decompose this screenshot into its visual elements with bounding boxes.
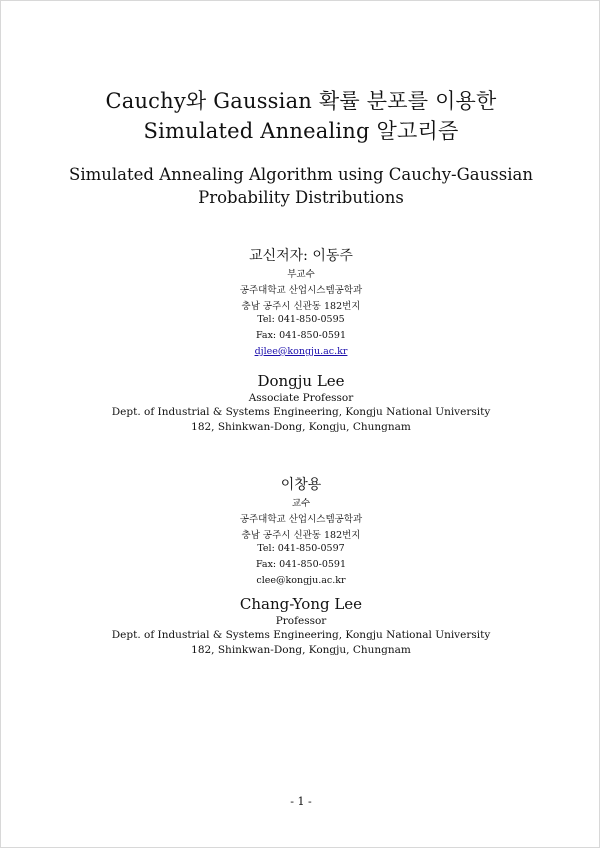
author1-korean-address: 충남 공주시 신관동 182번지 [241,301,361,312]
author1-fax: Fax: 041-850-0591 [255,330,347,341]
author1-email [1,346,600,357]
author2-email: clee@kongju.ac.kr [256,575,346,586]
title-english-line1: Simulated Annealing Algorithm using Cauchy-Gaussian [69,165,533,184]
author1-korean-dept: 공주대학교 산업시스템공학과 [239,285,363,296]
author1-english-address: 182, Shinkwan-Dong, Kongju, Chungnam [191,421,411,433]
author1-korean-name: 교신저자: 이동주 [249,248,353,264]
author2-english-name: Chang-Yong Lee [239,595,363,613]
author2-english-dept: Dept. of Industrial & Systems Engineering, Kongju National University [111,629,491,641]
author2-fax: Fax: 041-850-0591 [255,559,347,570]
author2-korean-dept: 공주대학교 산업시스템공학과 [239,514,363,525]
page-number: - 1 - [290,795,312,808]
author2-tel: Tel: 041-850-0597 [257,543,345,554]
author1-email-link[interactable]: djlee@kongju.ac.kr [254,346,348,357]
title-korean-line2: Simulated Annealing 알고리즘 [143,119,459,143]
author2-korean-position: 교수 [291,498,311,509]
title-english-line2: Probability Distributions [198,188,404,207]
author2-english-address: 182, Shinkwan-Dong, Kongju, Chungnam [191,644,411,656]
author1-korean-position: 부교수 [287,269,315,280]
author1-english-dept: Dept. of Industrial & Systems Engineering, Kongju National University [111,406,491,418]
author2-english-position: Professor [275,615,327,627]
author1-english-name: Dongju Lee [257,372,345,390]
author1-english-position: Associate Professor [248,392,354,404]
author1-tel: Tel: 041-850-0595 [257,314,345,325]
author2-korean-name: 이창용 [280,477,322,493]
title-korean-line1: Cauchy와 Gaussian 확률 분포를 이용한 [105,89,497,113]
author2-korean-address: 충남 공주시 신관동 182번지 [241,530,361,541]
